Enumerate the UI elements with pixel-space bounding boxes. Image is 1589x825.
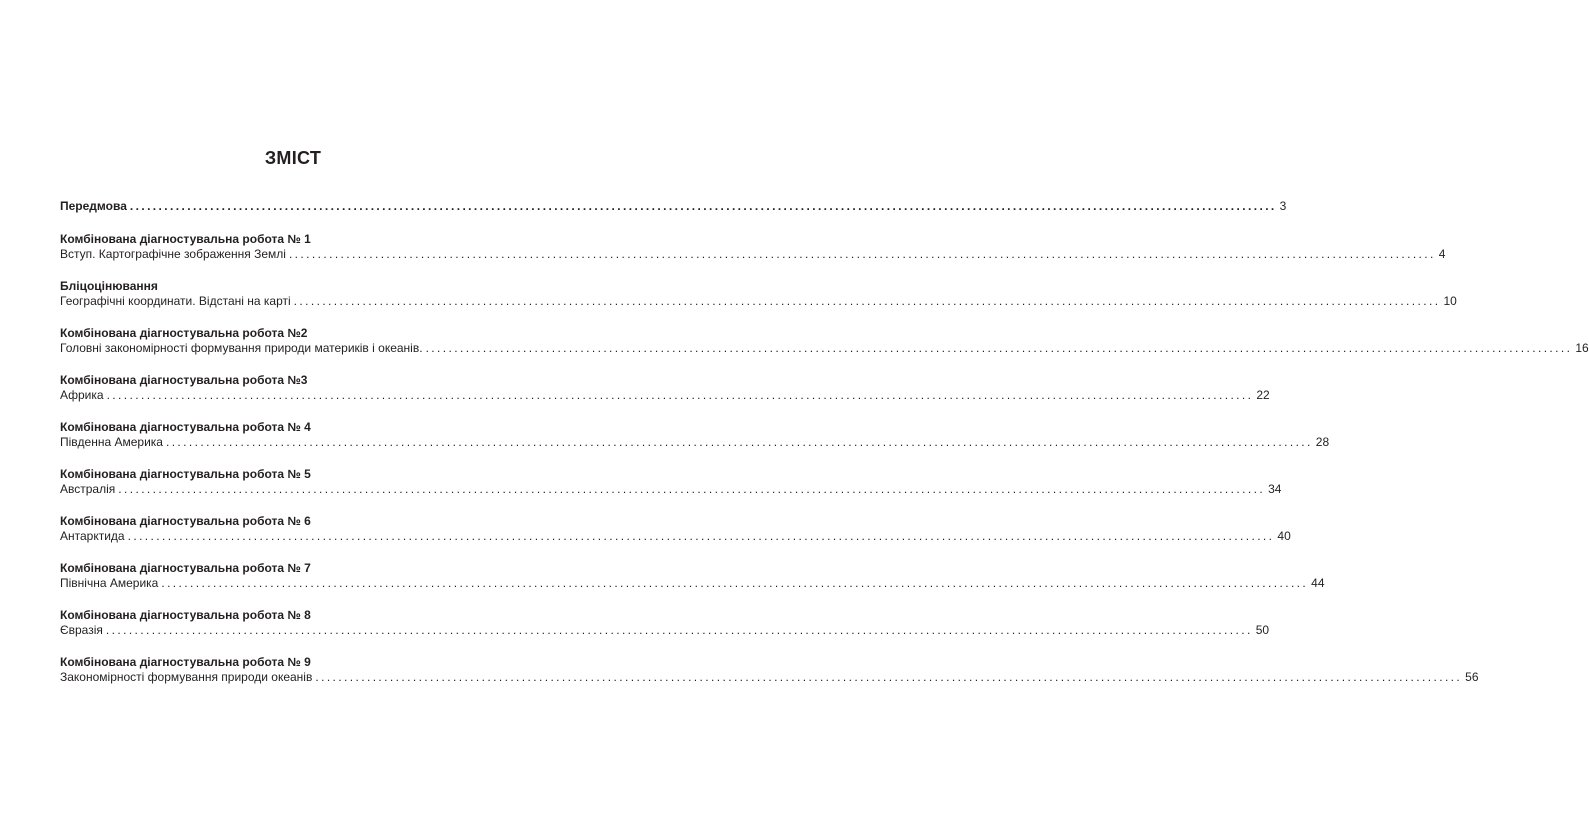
toc-entry-text: Африка bbox=[60, 388, 104, 402]
toc-entry-heading: Комбінована діагностувальна робота №2 bbox=[60, 326, 308, 340]
toc-leader-dots: ........................................................................................................................................................................................................ bbox=[293, 294, 1441, 308]
toc-entry-foreword bbox=[60, 199, 1287, 214]
toc-line[interactable] bbox=[60, 529, 1291, 544]
toc-line[interactable] bbox=[60, 388, 1270, 403]
toc-entry bbox=[60, 514, 1291, 544]
toc-leader-dots: ........................................................................................................................................................................................................ bbox=[165, 435, 1313, 449]
toc-page-number: 3 bbox=[1279, 199, 1287, 213]
toc-entry-heading: Комбінована діагностувальна робота № 8 bbox=[60, 608, 311, 622]
toc-entry-heading: Комбінована діагностувальна робота № 7 bbox=[60, 561, 311, 575]
toc-leader-dots: ........................................................................................................................................................................................................ bbox=[425, 341, 1573, 355]
toc-entry-text: Географічні координати. Відстані на карті bbox=[60, 294, 291, 308]
toc-line[interactable] bbox=[60, 435, 1330, 450]
toc-entry bbox=[60, 279, 1457, 309]
toc-leader-dots: ........................................................................................................................................................................................................ bbox=[127, 529, 1275, 543]
table-of-contents bbox=[60, 199, 1589, 702]
toc-page-number: 22 bbox=[1256, 388, 1270, 402]
toc-line[interactable] bbox=[60, 294, 1457, 309]
toc-entry-text: Євразія bbox=[60, 623, 103, 637]
toc-entry-text: Головні закономірності формування природи материків і океанів. bbox=[60, 341, 423, 355]
toc-leader-dots: ........................................................................................................................................................................................................ bbox=[161, 576, 1309, 590]
toc-leader-dots: ........................................................................................................................................................................................................ bbox=[118, 482, 1266, 496]
toc-leader-dots: ........................................................................................................................................................................................................ bbox=[106, 388, 1254, 402]
toc-entry-text: Антарктида bbox=[60, 529, 125, 543]
toc-page-number: 44 bbox=[1311, 576, 1325, 590]
toc-line[interactable] bbox=[60, 576, 1325, 591]
toc-entry-heading: Бліцоцінювання bbox=[60, 279, 158, 293]
toc-page-number: 10 bbox=[1443, 294, 1457, 308]
toc-entry bbox=[60, 655, 1479, 685]
toc-entry-heading: Комбінована діагностувальна робота № 6 bbox=[60, 514, 311, 528]
toc-entry-text: Австралія bbox=[60, 482, 116, 496]
toc-entry bbox=[60, 420, 1330, 450]
page-title: ЗМІСТ bbox=[264, 148, 322, 168]
toc-line[interactable] bbox=[60, 623, 1270, 638]
toc-entry-text: Вступ. Картографічне зображення Землі bbox=[60, 247, 286, 261]
toc-leader-dots: ........................................................................................................................................................................................................ bbox=[315, 670, 1463, 684]
toc-entry bbox=[60, 467, 1282, 497]
toc-entry bbox=[60, 561, 1325, 591]
toc-entry bbox=[60, 232, 1446, 262]
toc-line[interactable] bbox=[60, 482, 1282, 497]
toc-entry-heading: Комбінована діагностувальна робота №3 bbox=[60, 373, 308, 387]
toc-page-number: 56 bbox=[1465, 670, 1479, 684]
toc-entry bbox=[60, 608, 1270, 638]
toc-page-number: 40 bbox=[1277, 529, 1291, 543]
toc-page-number: 34 bbox=[1268, 482, 1282, 496]
toc-leader-dots: ........................................................................................................................................................................................................ bbox=[288, 247, 1436, 261]
toc-page-number: 28 bbox=[1315, 435, 1330, 449]
toc-leader-dots: ........................................................................................................................................................................................................ bbox=[129, 199, 1277, 213]
toc-entry-text: Передмова bbox=[60, 199, 127, 213]
toc-entry-heading: Комбінована діагностувальна робота № 1 bbox=[60, 232, 311, 246]
toc-entry-text: Південна Америка bbox=[60, 435, 163, 449]
toc-entry-text: Північна Америка bbox=[60, 576, 159, 590]
toc-entry-heading: Комбінована діагностувальна робота № 9 bbox=[60, 655, 311, 669]
toc-line[interactable] bbox=[60, 670, 1479, 685]
toc-entry-heading: Комбінована діагностувальна робота № 5 bbox=[60, 467, 311, 481]
toc-page-number: 4 bbox=[1438, 247, 1446, 261]
toc-line[interactable] bbox=[60, 199, 1287, 214]
toc-entry bbox=[60, 373, 1270, 403]
toc-entry-heading: Комбінована діагностувальна робота № 4 bbox=[60, 420, 311, 434]
toc-entry-text: Закономірності формування природи океанів bbox=[60, 670, 313, 684]
toc-line[interactable] bbox=[60, 341, 1589, 356]
toc-entry bbox=[60, 326, 1589, 356]
toc-page-number: 16 bbox=[1575, 341, 1589, 355]
toc-page-number: 50 bbox=[1255, 623, 1270, 637]
toc-line[interactable] bbox=[60, 247, 1446, 262]
toc-leader-dots: ........................................................................................................................................................................................................ bbox=[105, 623, 1253, 637]
